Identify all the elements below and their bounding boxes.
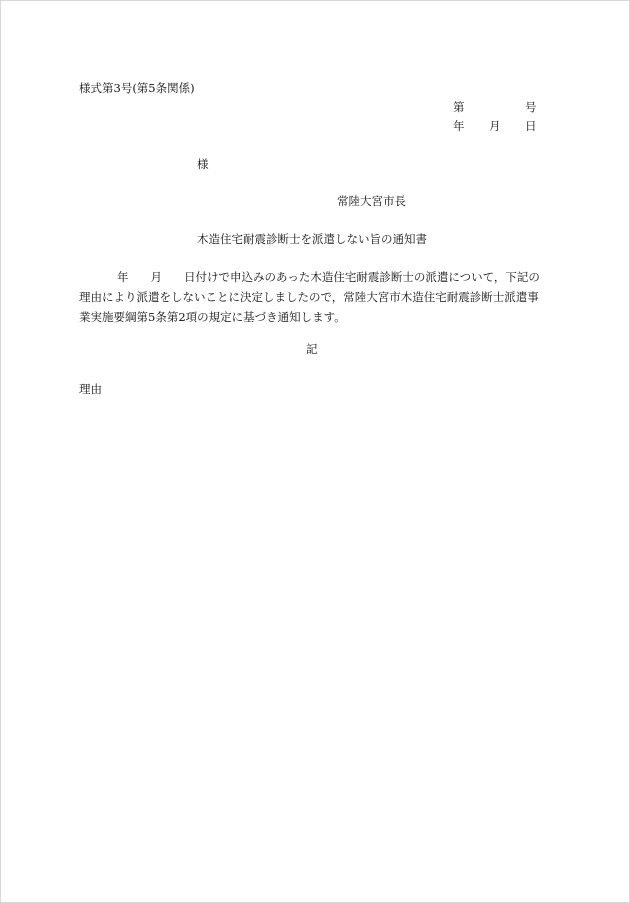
sender: 常陸大宮市長 [337,194,406,208]
body-line-3: 業実施要綱第5条第2項の規定に基づき通知します。 [79,310,346,324]
date-year: 年 [453,119,465,133]
document-title: 木造住宅耐震診断士を派遣しない旨の通知書 [197,232,427,246]
reason-label: 理由 [79,382,102,396]
date-day: 日 [525,119,537,133]
form-number: 様式第3号(第5条関係) [79,81,195,95]
addressee: 様 [197,157,209,171]
body-year: 年 [117,270,129,284]
date-month: 月 [489,119,501,133]
body-line-1 [79,267,553,287]
body-paragraph [79,267,553,327]
body-line-1-text: 日付けで申込みのあった木造住宅耐震診断士の派遣について，下記の [184,270,540,284]
document-number-prefix: 第 [453,100,465,114]
body-line-2: 理由により派遣をしないことに決定しましたので，常陸大宮市木造住宅耐震診断士派遣事 [79,290,539,304]
document-number-suffix: 号 [525,100,537,114]
body-month: 月 [150,270,162,284]
ki-heading: 記 [306,342,318,356]
